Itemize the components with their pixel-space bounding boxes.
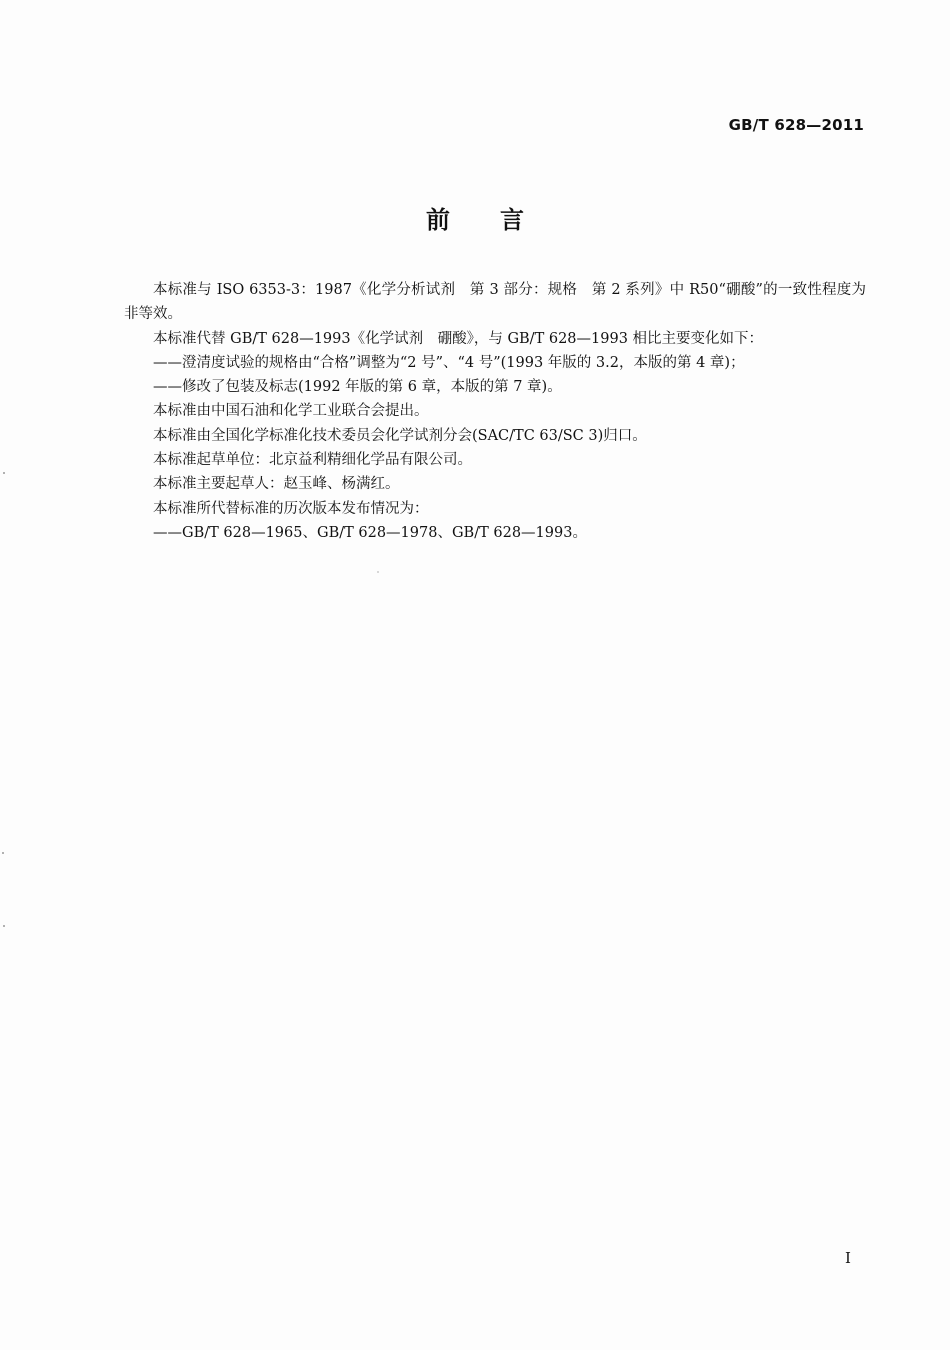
scan-speck [2,852,4,854]
paragraph-consistency: 本标准与 ISO 6353-3：1987《化学分析试剂 第 3 部分：规格 第 2 系列》中 R50“硼酸”的一致性程度为非等效。 [124,282,866,323]
paragraph-drafting-unit: 本标准起草单位：北京益利精细化学品有限公司。 [153,452,472,469]
preface-body [124,278,866,545]
page-number: I [845,1249,851,1267]
paragraph-history-intro: 本标准所代替标准的历次版本发布情况为： [153,500,429,517]
paragraph-replacement: 本标准代替 GB/T 628—1993《化学试剂 硼酸》，与 GB/T 628—1993 相比主要变化如下： [153,330,764,347]
paragraph-proposer: 本标准由中国石油和化学工业联合会提出。 [153,403,429,420]
paragraph-drafters: 本标准主要起草人：赵玉峰、杨满红。 [153,476,400,493]
scan-speck [3,472,5,474]
history-item-versions: ——GB/T 628—1965、GB/T 628—1978、GB/T 628—1993。 [153,524,587,541]
scan-speck [3,925,5,927]
page-title: 前言 [426,206,574,234]
paragraph-committee: 本标准由全国化学标准化技术委员会化学试剂分会(SAC/TC 63/SC 3)归口。 [153,427,647,444]
change-item-packaging: ——修改了包装及标志(1992 年版的第 6 章，本版的第 7 章)。 [153,379,562,396]
scan-speck [377,571,379,573]
standard-code: GB/T 628—2011 [728,116,864,134]
change-item-clarity: ——澄清度试验的规格由“合格”调整为“2 号”、“4 号”(1993 年版的 3.2，本版的第 4 章)； [153,354,745,371]
